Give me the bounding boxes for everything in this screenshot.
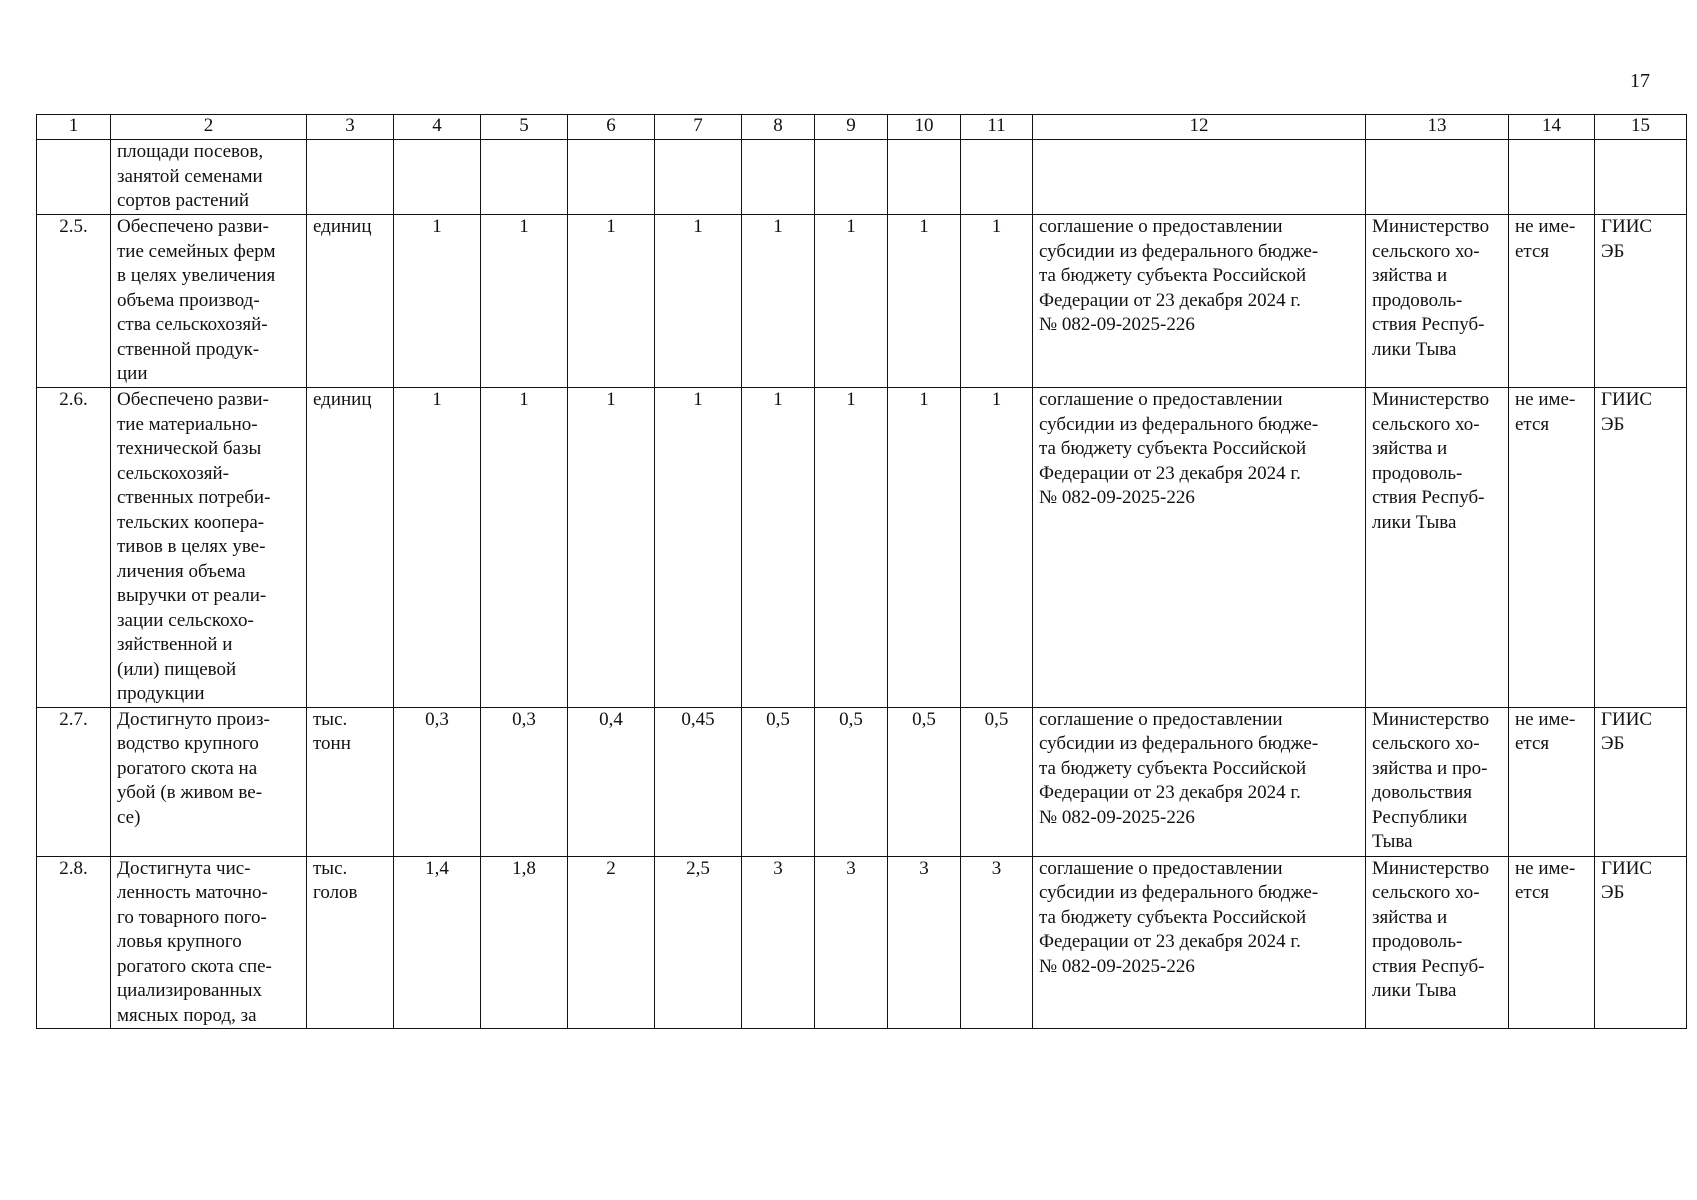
indicator-name: Достигнуто произ- водство крупного рогатого скота на убой (в живом ве- се) <box>111 707 307 856</box>
system-cell: ГИИС ЭБ <box>1595 856 1687 1029</box>
value-cell: 1,4 <box>394 856 481 1029</box>
column-header: 9 <box>815 115 888 140</box>
value-cell: 1 <box>742 388 815 708</box>
value-cell: 1 <box>888 215 961 388</box>
value-cell: 3 <box>961 856 1033 1029</box>
system-cell: ГИИС ЭБ <box>1595 215 1687 388</box>
relation-cell: не име- ется <box>1509 856 1595 1029</box>
value-cell: 0,3 <box>394 707 481 856</box>
value-cell: 1 <box>888 388 961 708</box>
value-cell: 1,8 <box>481 856 568 1029</box>
document-cell: соглашение о предоставлении субсидии из федерального бюдже- та бюджету субъекта Российской Федерации от 23 декабря 2024 г. № 082-09-2025-226 <box>1033 388 1366 708</box>
unit-cell: единиц <box>307 388 394 708</box>
relation-cell <box>1509 140 1595 215</box>
value-cell <box>742 140 815 215</box>
unit-cell <box>307 140 394 215</box>
value-cell: 1 <box>568 215 655 388</box>
value-cell <box>394 140 481 215</box>
value-cell: 1 <box>961 388 1033 708</box>
table-row <box>37 707 1687 856</box>
relation-cell: не име- ется <box>1509 388 1595 708</box>
table-row <box>37 215 1687 388</box>
value-cell: 3 <box>888 856 961 1029</box>
table-row <box>37 856 1687 1029</box>
column-header: 8 <box>742 115 815 140</box>
value-cell: 0,4 <box>568 707 655 856</box>
value-cell: 1 <box>568 388 655 708</box>
table-row <box>37 140 1687 215</box>
value-cell <box>961 140 1033 215</box>
indicator-name: Достигнута чис- ленность маточно- го товарного пого- ловья крупного рогатого скота спе- циализированных мясных пород, за <box>111 856 307 1029</box>
row-index: 2.5. <box>37 215 111 388</box>
page-number: 17 <box>1630 70 1650 92</box>
value-cell <box>815 140 888 215</box>
responsible-cell: Министерство сельского хо- зяйства и про- довольствия Республики Тыва <box>1366 707 1509 856</box>
document-cell: соглашение о предоставлении субсидии из федерального бюдже- та бюджету субъекта Российской Федерации от 23 декабря 2024 г. № 082-09-2025-226 <box>1033 707 1366 856</box>
column-header: 1 <box>37 115 111 140</box>
value-cell: 1 <box>815 215 888 388</box>
indicator-name: площади посевов, занятой семенами сортов растений <box>111 140 307 215</box>
value-cell <box>655 140 742 215</box>
indicator-name: Обеспечено разви- тие материально- технической базы сельскохозяй- ственных потреби- тельских коопера- тивов в целях уве- личения объема выручки от реали- зации сельскохо- зяйственной и (или) пищевой продукции <box>111 388 307 708</box>
unit-cell: тыс. голов <box>307 856 394 1029</box>
value-cell: 1 <box>394 388 481 708</box>
value-cell: 3 <box>742 856 815 1029</box>
value-cell: 0,5 <box>888 707 961 856</box>
indicators-table <box>36 114 1687 1029</box>
row-index: 2.6. <box>37 388 111 708</box>
value-cell: 0,5 <box>961 707 1033 856</box>
value-cell: 0,45 <box>655 707 742 856</box>
value-cell: 2 <box>568 856 655 1029</box>
column-header: 4 <box>394 115 481 140</box>
column-header: 13 <box>1366 115 1509 140</box>
value-cell: 1 <box>655 388 742 708</box>
column-header: 6 <box>568 115 655 140</box>
column-header: 11 <box>961 115 1033 140</box>
value-cell: 1 <box>742 215 815 388</box>
responsible-cell: Министерство сельского хо- зяйства и продоволь- ствия Респуб- лики Тыва <box>1366 388 1509 708</box>
value-cell <box>481 140 568 215</box>
unit-cell: единиц <box>307 215 394 388</box>
responsible-cell: Министерство сельского хо- зяйства и продоволь- ствия Респуб- лики Тыва <box>1366 856 1509 1029</box>
value-cell <box>888 140 961 215</box>
responsible-cell <box>1366 140 1509 215</box>
row-index: 2.8. <box>37 856 111 1029</box>
unit-cell: тыс. тонн <box>307 707 394 856</box>
row-index: 2.7. <box>37 707 111 856</box>
value-cell: 1 <box>815 388 888 708</box>
value-cell: 0,5 <box>815 707 888 856</box>
column-header: 10 <box>888 115 961 140</box>
relation-cell: не име- ется <box>1509 707 1595 856</box>
indicator-name: Обеспечено разви- тие семейных ферм в целях увеличения объема производ- ства сельскохозяй- ственной продук- ции <box>111 215 307 388</box>
column-header: 7 <box>655 115 742 140</box>
value-cell: 1 <box>394 215 481 388</box>
column-header: 14 <box>1509 115 1595 140</box>
column-header: 2 <box>111 115 307 140</box>
value-cell: 1 <box>655 215 742 388</box>
value-cell: 3 <box>815 856 888 1029</box>
value-cell: 1 <box>481 388 568 708</box>
table-row <box>37 388 1687 708</box>
relation-cell: не име- ется <box>1509 215 1595 388</box>
document-cell: соглашение о предоставлении субсидии из федерального бюдже- та бюджету субъекта Российской Федерации от 23 декабря 2024 г. № 082-09-2025-226 <box>1033 856 1366 1029</box>
value-cell: 0,3 <box>481 707 568 856</box>
value-cell: 0,5 <box>742 707 815 856</box>
value-cell: 1 <box>961 215 1033 388</box>
column-header: 12 <box>1033 115 1366 140</box>
row-index <box>37 140 111 215</box>
value-cell: 2,5 <box>655 856 742 1029</box>
header-row <box>37 115 1687 140</box>
document-cell: соглашение о предоставлении субсидии из федерального бюдже- та бюджету субъекта Российской Федерации от 23 декабря 2024 г. № 082-09-2025-226 <box>1033 215 1366 388</box>
system-cell: ГИИС ЭБ <box>1595 707 1687 856</box>
responsible-cell: Министерство сельского хо- зяйства и продоволь- ствия Респуб- лики Тыва <box>1366 215 1509 388</box>
document-cell <box>1033 140 1366 215</box>
system-cell: ГИИС ЭБ <box>1595 388 1687 708</box>
value-cell <box>568 140 655 215</box>
value-cell: 1 <box>481 215 568 388</box>
column-header: 3 <box>307 115 394 140</box>
column-header: 5 <box>481 115 568 140</box>
system-cell <box>1595 140 1687 215</box>
column-header: 15 <box>1595 115 1687 140</box>
